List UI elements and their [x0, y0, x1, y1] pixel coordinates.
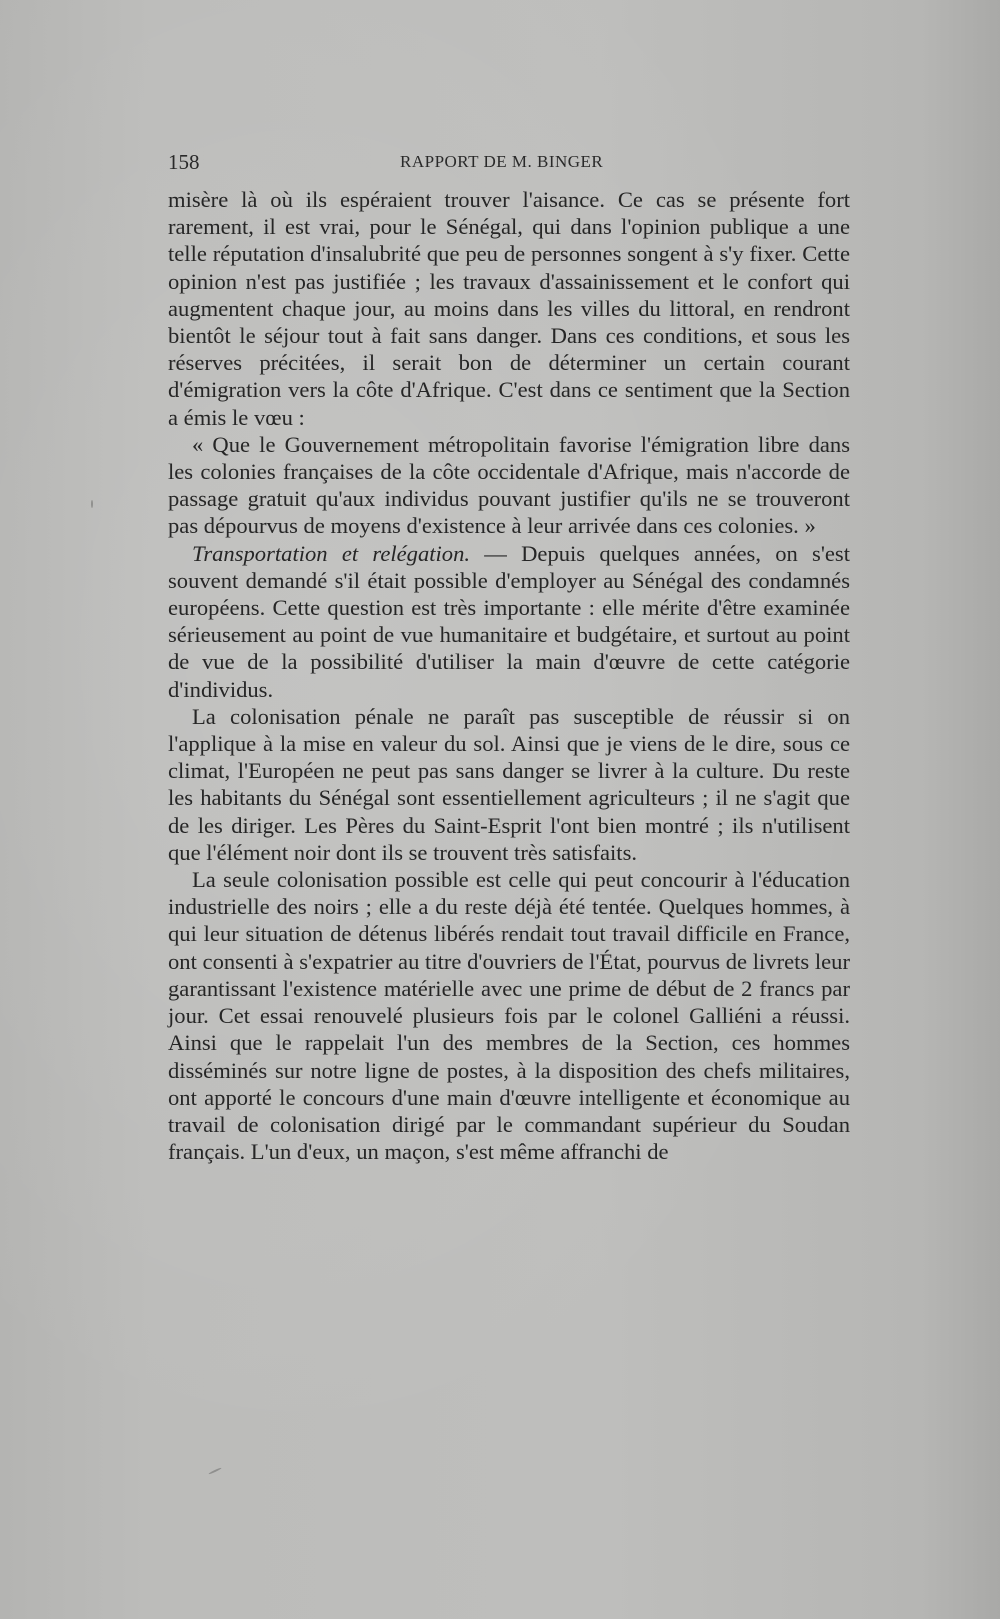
page-number: 158: [168, 150, 200, 174]
paragraph-3: [168, 540, 850, 703]
paragraph-5-text: La seule colonisation possible est celle qui peut concourir à l'éducation industrielle des noirs ; elle a du reste déjà été tentée. Quelques hommes, à qui leur situation de détenus libérés rendait tout travail difficile en France, ont consenti à s'expatrier au titre d'ouvriers de l'État, pourvus de livrets leur garantissant l'existence matérielle avec une prime de début de 2 francs par jour. Cet essai renouvelé plusieurs fois par le colonel Galliéni a réussi. Ainsi que le rappelait l'un des membres de la Section, ces hommes disséminés sur notre ligne de postes, à la disposition des chefs militaires, ont apporté le concours d'une main d'œuvre intelligente et économique au travail de colonisation dirigé par le commandant supérieur du Soudan français. L'un d'eux, un maçon, s'est même affranchi de: [168, 867, 850, 1165]
paragraph-5: [168, 866, 850, 1165]
paper-speck: [91, 500, 93, 508]
paragraph-1: [168, 186, 850, 431]
page-header: [168, 150, 848, 174]
paragraph-3-text: — Depuis quelques années, on s'est souvent demandé s'il était possible d'employer au Sénégal des condamnés européens. Cette question est très importante : elle mérite d'être examinée sérieusement au point de vue humanitaire et budgétaire, et surtout au point de vue de la possibilité d'utiliser la main d'œuvre de cette catégorie d'individus.: [168, 540, 850, 702]
body-text: [168, 186, 850, 1165]
paragraph-4: [168, 703, 850, 866]
paragraph-4-text: La colonisation pénale ne paraît pas susceptible de réussir si on l'applique à la mise en valeur du sol. Ainsi que je viens de le dire, sous ce climat, l'Européen ne peut pas sans danger se livrer à la culture. Du reste les habitants du Sénégal sont essentiellement agriculteurs ; il ne s'agit que de les diriger. Les Pères du Saint-Esprit l'ont bien montré ; ils n'utilisent que l'élément noir dont ils se trouvent très satisfaits.: [168, 703, 850, 865]
paragraph-2-text: « Que le Gouvernement métropolitain favorise l'émigration libre dans les colonies françaises de la côte occidentale d'Afrique, mais n'accorde de passage gratuit qu'aux individus pouvant justifier qu'ils ne se trouveront pas dépourvus de moyens d'existence à leur arrivée dans ces colonies. »: [168, 431, 850, 539]
paragraph-1-text: misère là où ils espéraient trouver l'aisance. Ce cas se présente fort rarement, il est vrai, pour le Sénégal, qui dans l'opinion publique a une telle réputation d'insalubrité que peu de personnes songent à s'y fixer. Cette opinion n'est pas justifiée ; les travaux d'assainissement et le confort qui augmentent chaque jour, au moins dans les villes du littoral, en rendront bientôt le séjour tout à fait sans danger. Dans ces conditions, et sous les réserves précitées, il serait bon de déterminer un certain courant d'émigration vers la côte d'Afrique. C'est dans ce sentiment que la Section a émis le vœu :: [168, 187, 850, 430]
paragraph-2-resolution: [168, 431, 850, 540]
paper-speck: [208, 1467, 222, 1475]
running-head: RAPPORT DE M. BINGER: [400, 152, 604, 171]
section-title: Transportation et relégation.: [192, 540, 471, 566]
